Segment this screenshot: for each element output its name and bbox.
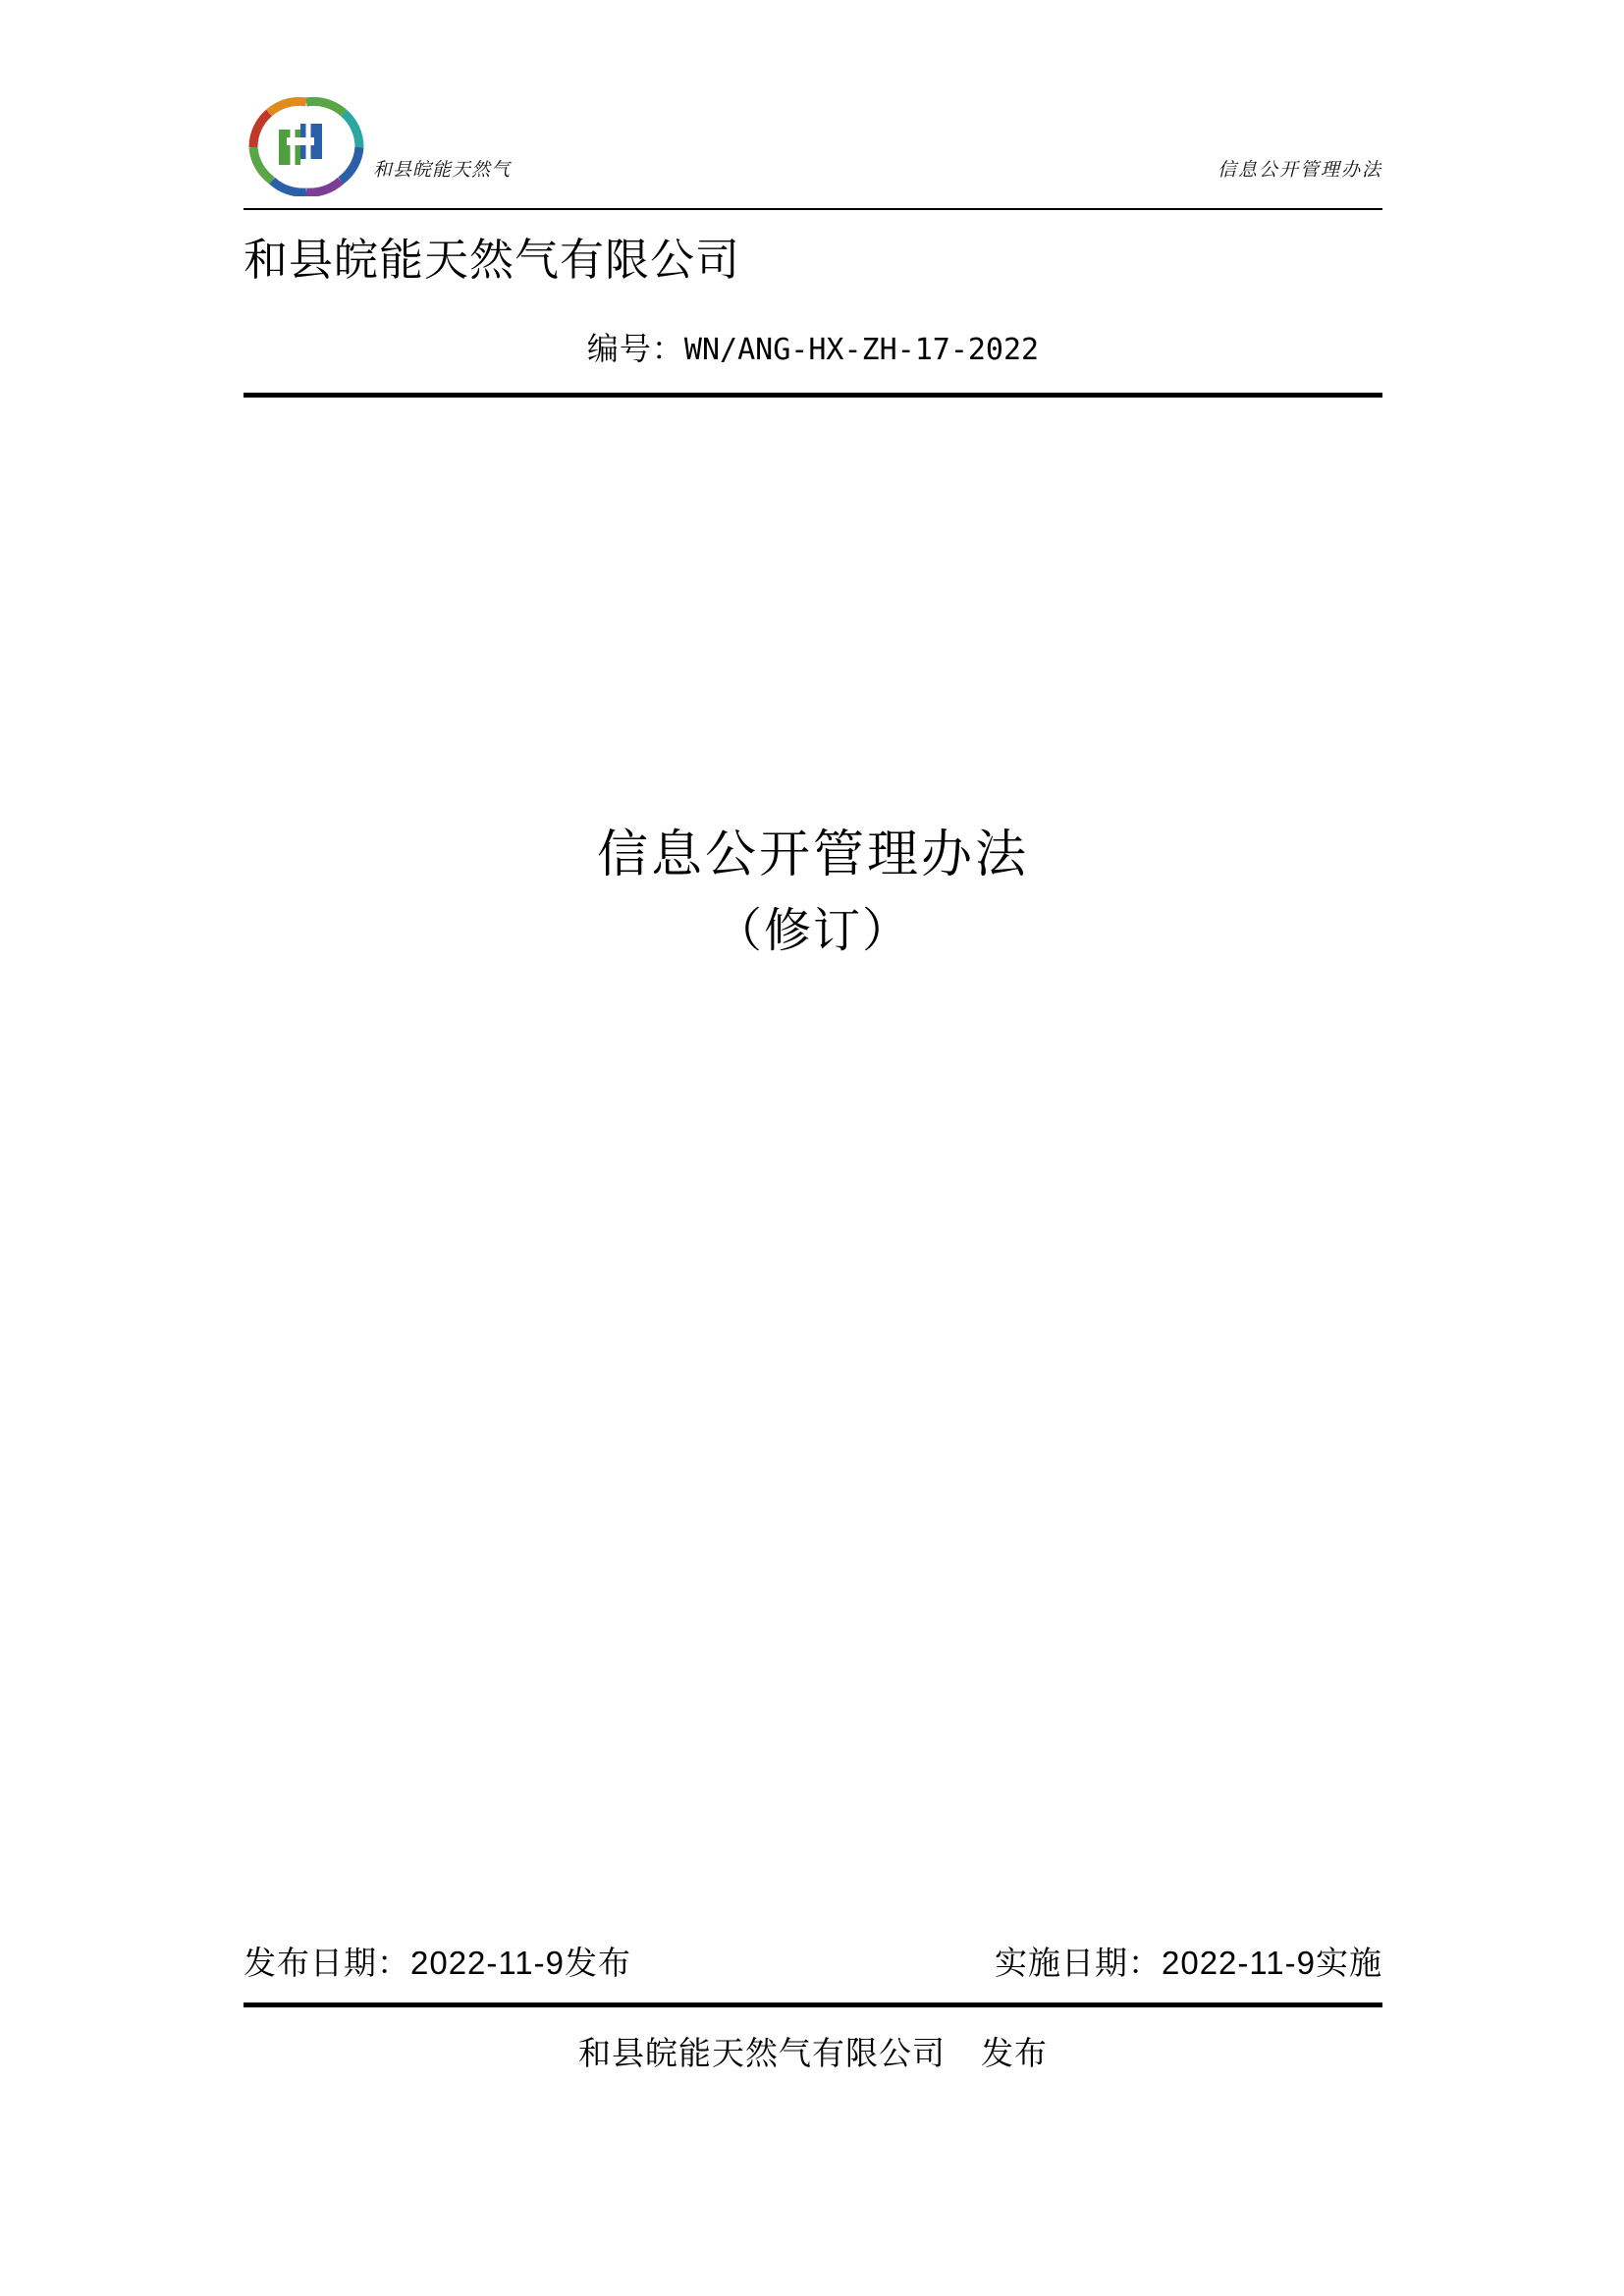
document-number-label: 编号：	[586, 331, 684, 366]
publisher-name: 和县皖能天然气有限公司	[578, 2035, 946, 2071]
page-subtitle: （修订）	[714, 905, 911, 957]
bottom-thick-divider	[244, 2002, 1382, 2007]
issue-date: 发布日期：2022-11-9发布	[244, 1945, 632, 1981]
effective-date: 实施日期：2022-11-9实施	[994, 1945, 1382, 1981]
cover-title-block	[244, 820, 1382, 967]
page-header	[244, 94, 1382, 202]
document-number-value: WN/ANG-HX-ZH-17-2022	[683, 333, 1040, 367]
logo-caption: 和县皖能天然气	[373, 160, 512, 181]
page-title: 信息公开管理办法	[596, 827, 1029, 883]
dates-row	[244, 1938, 1382, 1984]
document-number	[244, 324, 1382, 369]
header-divider	[244, 208, 1382, 210]
company-title: 和县皖能天然气有限公司	[244, 235, 741, 285]
top-thick-divider	[244, 393, 1382, 398]
publisher-line	[244, 2028, 1382, 2074]
publisher-action: 发布	[981, 2035, 1048, 2071]
header-right-label: 信息公开管理办法	[1217, 160, 1382, 181]
company-logo-icon	[244, 94, 369, 196]
